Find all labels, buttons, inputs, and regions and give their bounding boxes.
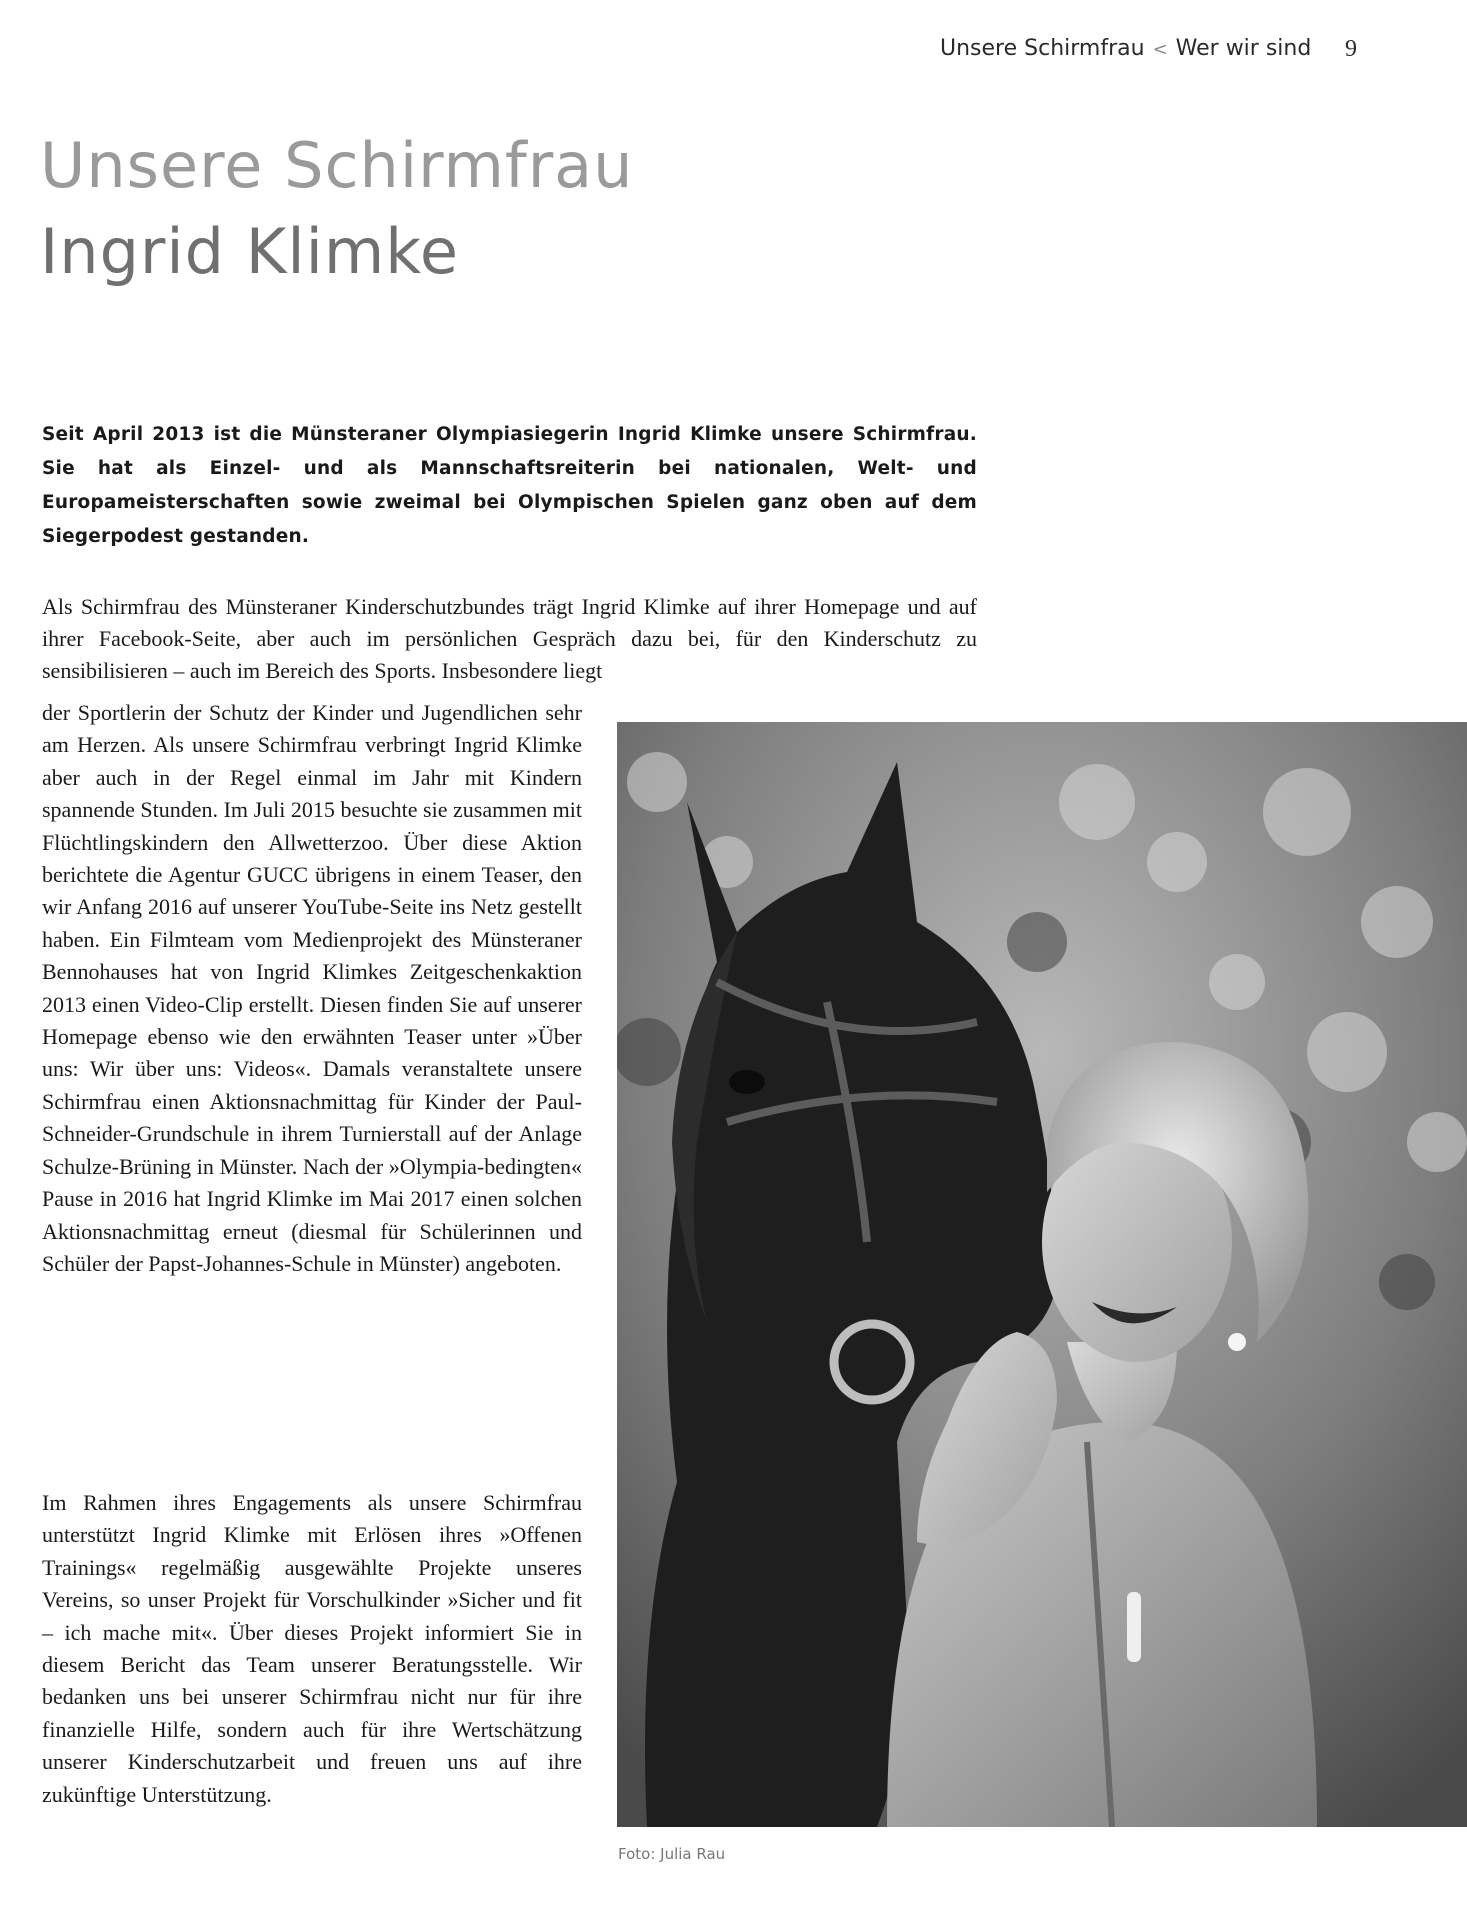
photo-credit: Foto: Julia Rau xyxy=(618,1845,726,1863)
intro-paragraph: Als Schirmfrau des Münsteraner Kinderschutzbundes trägt Ingrid Klimke auf ihrer Homepage und auf ihrer Facebook-Seite, aber auch im persönlichen Gespräch dazu bei, für den Kinderschutz zu sensibilisieren – auch im Bereich des Sports. Insbesondere liegt xyxy=(42,594,977,683)
body-paragraph-2: Im Rahmen ihres Engagements als unsere Schirmfrau unterstützt Ingrid Klimke mit Erlösen ihres »Offenen Trainings« regelmäßig ausgewählte Projekte unseres Vereins, so unser Projekt für Vorschulkinder »Sicher und fit – ich mache mit«. Über dieses Projekt informiert Sie in diesem Bericht das Team unserer Beratungsstelle. Wir bedanken uns bei unserer Schirmfrau nicht nur für ihre finanzielle Hilfe, sondern auch für ihre Wertschätzung unserer Kinderschutzarbeit und freuen uns auf ihre zukünftige Unterstützung. xyxy=(42,1490,582,1807)
chevron-left-icon: < xyxy=(1152,39,1168,60)
page-title xyxy=(40,129,634,288)
body-paragraph-1: der Sportlerin der Schutz der Kinder und Jugendlichen sehr am Herzen. Als unsere Schirmfrau verbringt Ingrid Klimke aber auch in der Regel einmal im Jahr mit Kindern spannende Stunden. Im Juli 2015 besuchte sie zusammen mit Flüchtlingskindern den Allwetterzoo. Über diese Aktion berichtete die Agentur GUCC übrigens in einem Teaser, den wir Anfang 2016 auf unserer YouTube-Seite ins Netz gestellt haben. Ein Filmteam vom Medienprojekt des Münsteraner Bennohauses hat von Ingrid Klimkes Zeitgeschenkaktion 2013 einen Video-Clip erstellt. Diesen finden Sie auf unserer Homepage ebenso wie den erwähnten Teaser unter »Über uns: Wir über uns: Videos«. Damals veranstaltete unsere Schirmfrau einen Aktionsnachmittag für Kinder der Paul-Schneider-Grundschule in ihrem Turnierstall auf der Anlage Schulze-Brüning in Münster. Nach der »Olympia-bedingten« Pause in 2016 hat Ingrid Klimke im Mai 2017 einen solchen Aktionsnachmittag erneut (diesmal für Schülerinnen und Schüler der Papst-Johannes-Schule in Münster) angeboten. xyxy=(42,700,582,1276)
horse-and-rider-photo xyxy=(617,722,1467,1827)
lead-paragraph: Seit April 2013 ist die Münsteraner Olympiasiegerin Ingrid Klimke unsere Schirmfrau. Sie hat als Einzel- und als Mannschaftsreiterin bei nationalen, Welt- und Europameisterschaften sowie zweimal bei Olympischen Spielen ganz oben auf dem Siegerpodest gestanden. xyxy=(42,424,977,547)
header-section: Unsere Schirmfrau xyxy=(940,36,1145,61)
page-number: 9 xyxy=(1345,36,1357,62)
title-line-2: Ingrid Klimke xyxy=(40,215,460,288)
running-header xyxy=(940,36,1360,61)
title-line-1: Unsere Schirmfrau xyxy=(40,129,634,202)
header-chapter: Wer wir sind xyxy=(1175,36,1312,61)
